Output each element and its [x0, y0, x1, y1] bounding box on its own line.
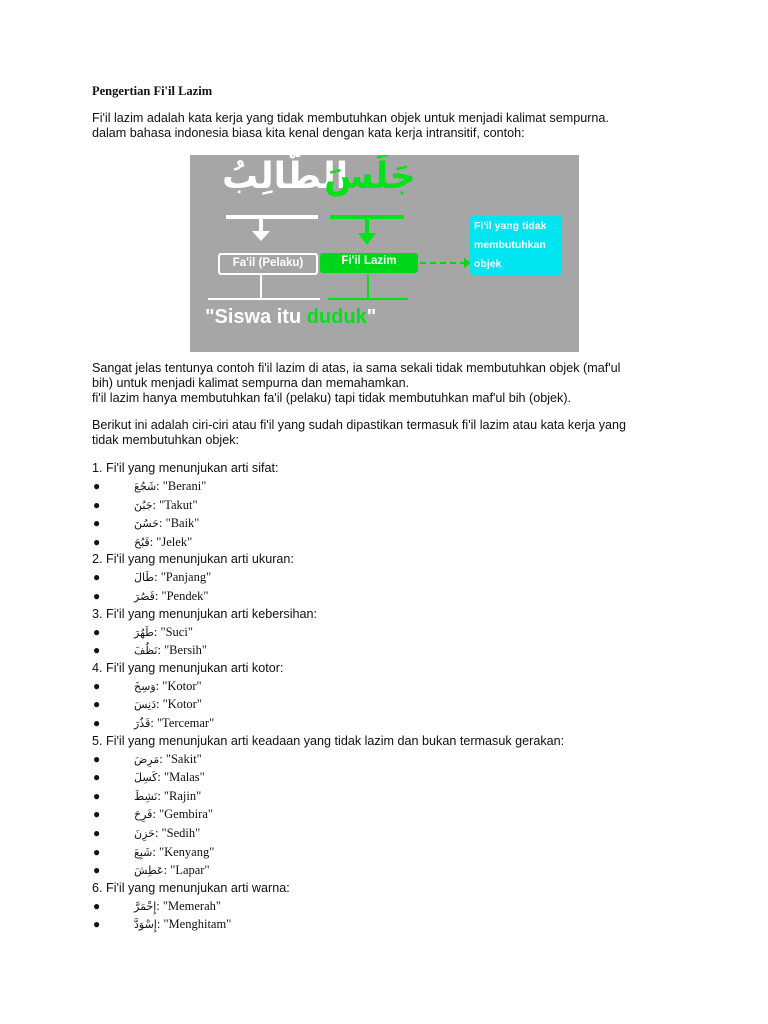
group-list	[92, 623, 682, 660]
bullet-icon: ●	[93, 715, 101, 730]
bullet-icon: ●	[93, 624, 101, 639]
dashed-connector	[420, 262, 466, 264]
bullet-icon: ●	[93, 898, 101, 913]
group-title: 4. Fi'il yang menunjukan arti kotor:	[92, 660, 284, 675]
bullet-icon: ●	[93, 825, 101, 840]
features-intro-line-2: tidak membutuhkan objek:	[92, 433, 240, 447]
lazim-bracket-stem	[367, 275, 369, 299]
bullet-icon: ●	[93, 917, 101, 932]
intro-line-2: dalam bahasa indonesia biasa kita kenal dengan kata kerja intransitif, contoh:	[92, 126, 525, 140]
group-title: 3. Fi'il yang menunjukan arti kebersihan:	[92, 606, 318, 621]
list-item	[92, 496, 682, 515]
word-meaning: : "Rajin"	[157, 788, 202, 803]
arabic-word: دَنِسَ	[134, 698, 156, 712]
sentence-open: "Siswa itu	[205, 306, 307, 328]
example-sentence	[205, 305, 376, 329]
word-meaning: : "Sakit"	[159, 751, 202, 766]
fail-bracket	[208, 298, 320, 300]
word-meaning: : "Bersih"	[157, 643, 207, 658]
page-title: Pengertian Fi'il Lazim	[92, 84, 213, 98]
after-figure-line-2: bih) untuk menjadi kalimat sempurna dan memahamkan.	[92, 376, 410, 390]
word-meaning: : "Takut"	[152, 497, 198, 512]
arabic-word: شَجُعَ	[134, 480, 157, 493]
group-list	[92, 477, 682, 551]
list-item	[92, 824, 682, 843]
bullet-icon: ●	[93, 807, 101, 822]
after-figure-line-3: fi'il lazim hanya membutuhkan fa'il (pelaku) tapi tidak membutuhkan maf'ul bih (objek).	[92, 391, 572, 405]
list-item	[92, 843, 682, 862]
feature-groups	[92, 460, 682, 934]
sentence-verb: duduk	[306, 306, 367, 328]
arabic-word: حَزِنَ	[134, 826, 155, 840]
bullet-icon: ●	[93, 479, 101, 493]
arabic-word: نَشِطَ	[134, 789, 158, 803]
document-page	[92, 84, 682, 934]
subject-arrow-stem	[259, 217, 263, 231]
word-meaning: : "Jelek"	[149, 534, 193, 549]
arabic-word: قَذُرَ	[134, 716, 151, 730]
note-line-3: objek	[474, 258, 502, 270]
word-meaning: : "Kotor"	[155, 697, 202, 712]
arabic-word: جَبُنَ	[134, 498, 153, 512]
word-meaning: : "Pendek"	[154, 588, 209, 603]
word-meaning: : "Tercemar"	[150, 715, 215, 730]
group-title: 1. Fi'il yang menunjukan arti sifat:	[92, 461, 279, 475]
bullet-icon: ●	[93, 678, 101, 693]
bullet-icon: ●	[93, 588, 101, 603]
note-box	[470, 215, 562, 275]
subject-underline	[226, 215, 318, 219]
list-item	[92, 915, 682, 934]
group-list	[92, 677, 682, 733]
lazim-bracket	[328, 298, 408, 300]
arabic-word: مَرِضَ	[134, 752, 160, 766]
arabic-subject: الطَّالِبُ	[222, 156, 349, 197]
arabic-verb: جَلَسَ	[324, 156, 416, 197]
arabic-word: شَبِعَ	[134, 845, 153, 859]
group-title: 2. Fi'il yang menunjukan arti ukuran:	[92, 552, 294, 567]
bullet-icon: ●	[93, 844, 101, 859]
list-item	[92, 750, 682, 769]
arabic-word: كَسِلَ	[134, 771, 158, 785]
arabic-word: حَسُنَ	[134, 517, 159, 531]
arabic-word: إِحْمَرَّ	[134, 899, 157, 913]
bullet-icon: ●	[93, 497, 101, 512]
subject-arrow-head	[252, 231, 270, 241]
list-item	[92, 805, 682, 824]
arabic-word: وَسِخَ	[134, 679, 156, 693]
arabic-word: فَرِحَ	[134, 808, 153, 822]
group-list	[92, 750, 682, 880]
arabic-word: قَبُحَ	[134, 535, 150, 549]
word-meaning: : "Kotor"	[155, 678, 202, 693]
list-item	[92, 897, 682, 916]
list-item	[92, 677, 682, 696]
arabic-word: إِسْوَدَّ	[134, 918, 157, 932]
list-item	[92, 695, 682, 714]
arabic-word: قَصُرَ	[134, 589, 155, 603]
list-item	[92, 768, 682, 787]
word-meaning: : "Menghitam"	[156, 917, 232, 932]
word-meaning: : "Lapar"	[163, 863, 210, 878]
list-item	[92, 641, 682, 660]
bullet-icon: ●	[93, 770, 101, 785]
bullet-icon: ●	[93, 570, 101, 585]
word-meaning: : "Sedih"	[154, 825, 201, 840]
bullet-icon: ●	[93, 516, 101, 531]
list-item	[92, 861, 682, 880]
word-meaning: : "Panjang"	[154, 570, 212, 585]
arabic-word: نَظُفَ	[134, 644, 158, 658]
bullet-icon: ●	[93, 643, 101, 658]
word-meaning: : "Kenyang"	[152, 844, 215, 859]
list-item	[92, 787, 682, 806]
after-figure-line-1: Sangat jelas tentunya contoh fi'il lazim di atas, ia sama sekali tidak membutuhkan objek (maf'ul	[92, 361, 621, 375]
features-intro-line-1: Berikut ini adalah ciri-ciri atau fi'il yang sudah dipastikan termasuk fi'il lazim atau kata kerja yang	[92, 418, 626, 432]
arabic-word: طَالَ	[134, 571, 155, 585]
intro-line-1: Fi'il lazim adalah kata kerja yang tidak membutuhkan objek untuk menjadi kalimat sempurna.	[92, 111, 609, 125]
note-line-2: membutuhkan	[474, 239, 546, 251]
word-meaning: : "Memerah"	[156, 898, 221, 913]
bullet-icon: ●	[93, 863, 101, 878]
sentence-close: "	[366, 306, 377, 328]
list-item	[92, 533, 682, 552]
group-title: 6. Fi'il yang menunjukan arti warna:	[92, 880, 290, 895]
word-meaning: : "Suci"	[153, 624, 193, 639]
list-item	[92, 587, 682, 606]
list-item	[92, 514, 682, 533]
word-meaning: : "Gembira"	[152, 807, 213, 822]
bullet-icon: ●	[93, 697, 101, 712]
fiil-lazim-box: Fi'il Lazim	[320, 253, 418, 273]
word-meaning: : "Malas"	[157, 770, 205, 785]
group-title: 5. Fi'il yang menunjukan arti keadaan yang tidak lazim dan bukan termasuk gerakan:	[92, 733, 565, 748]
list-item	[92, 568, 682, 587]
bullet-icon: ●	[93, 534, 101, 549]
list-item	[92, 623, 682, 642]
fail-box: Fa'il (Pelaku)	[218, 253, 318, 275]
fail-bracket-stem	[260, 273, 262, 299]
verb-arrow-head	[358, 233, 376, 245]
list-item	[92, 477, 682, 496]
arabic-word: عَطِشَ	[134, 864, 164, 878]
word-meaning: : "Berani"	[156, 479, 207, 493]
arabic-word: طَهُرَ	[134, 625, 154, 639]
word-meaning: : "Baik"	[159, 516, 200, 531]
verb-arrow-stem	[365, 217, 369, 233]
bullet-icon: ●	[93, 751, 101, 766]
bullet-icon: ●	[93, 788, 101, 803]
group-list	[92, 897, 682, 934]
note-line-1: Fi'il yang tidak	[474, 220, 547, 232]
illustration-diagram	[190, 155, 579, 352]
list-item	[92, 714, 682, 733]
group-list	[92, 568, 682, 605]
